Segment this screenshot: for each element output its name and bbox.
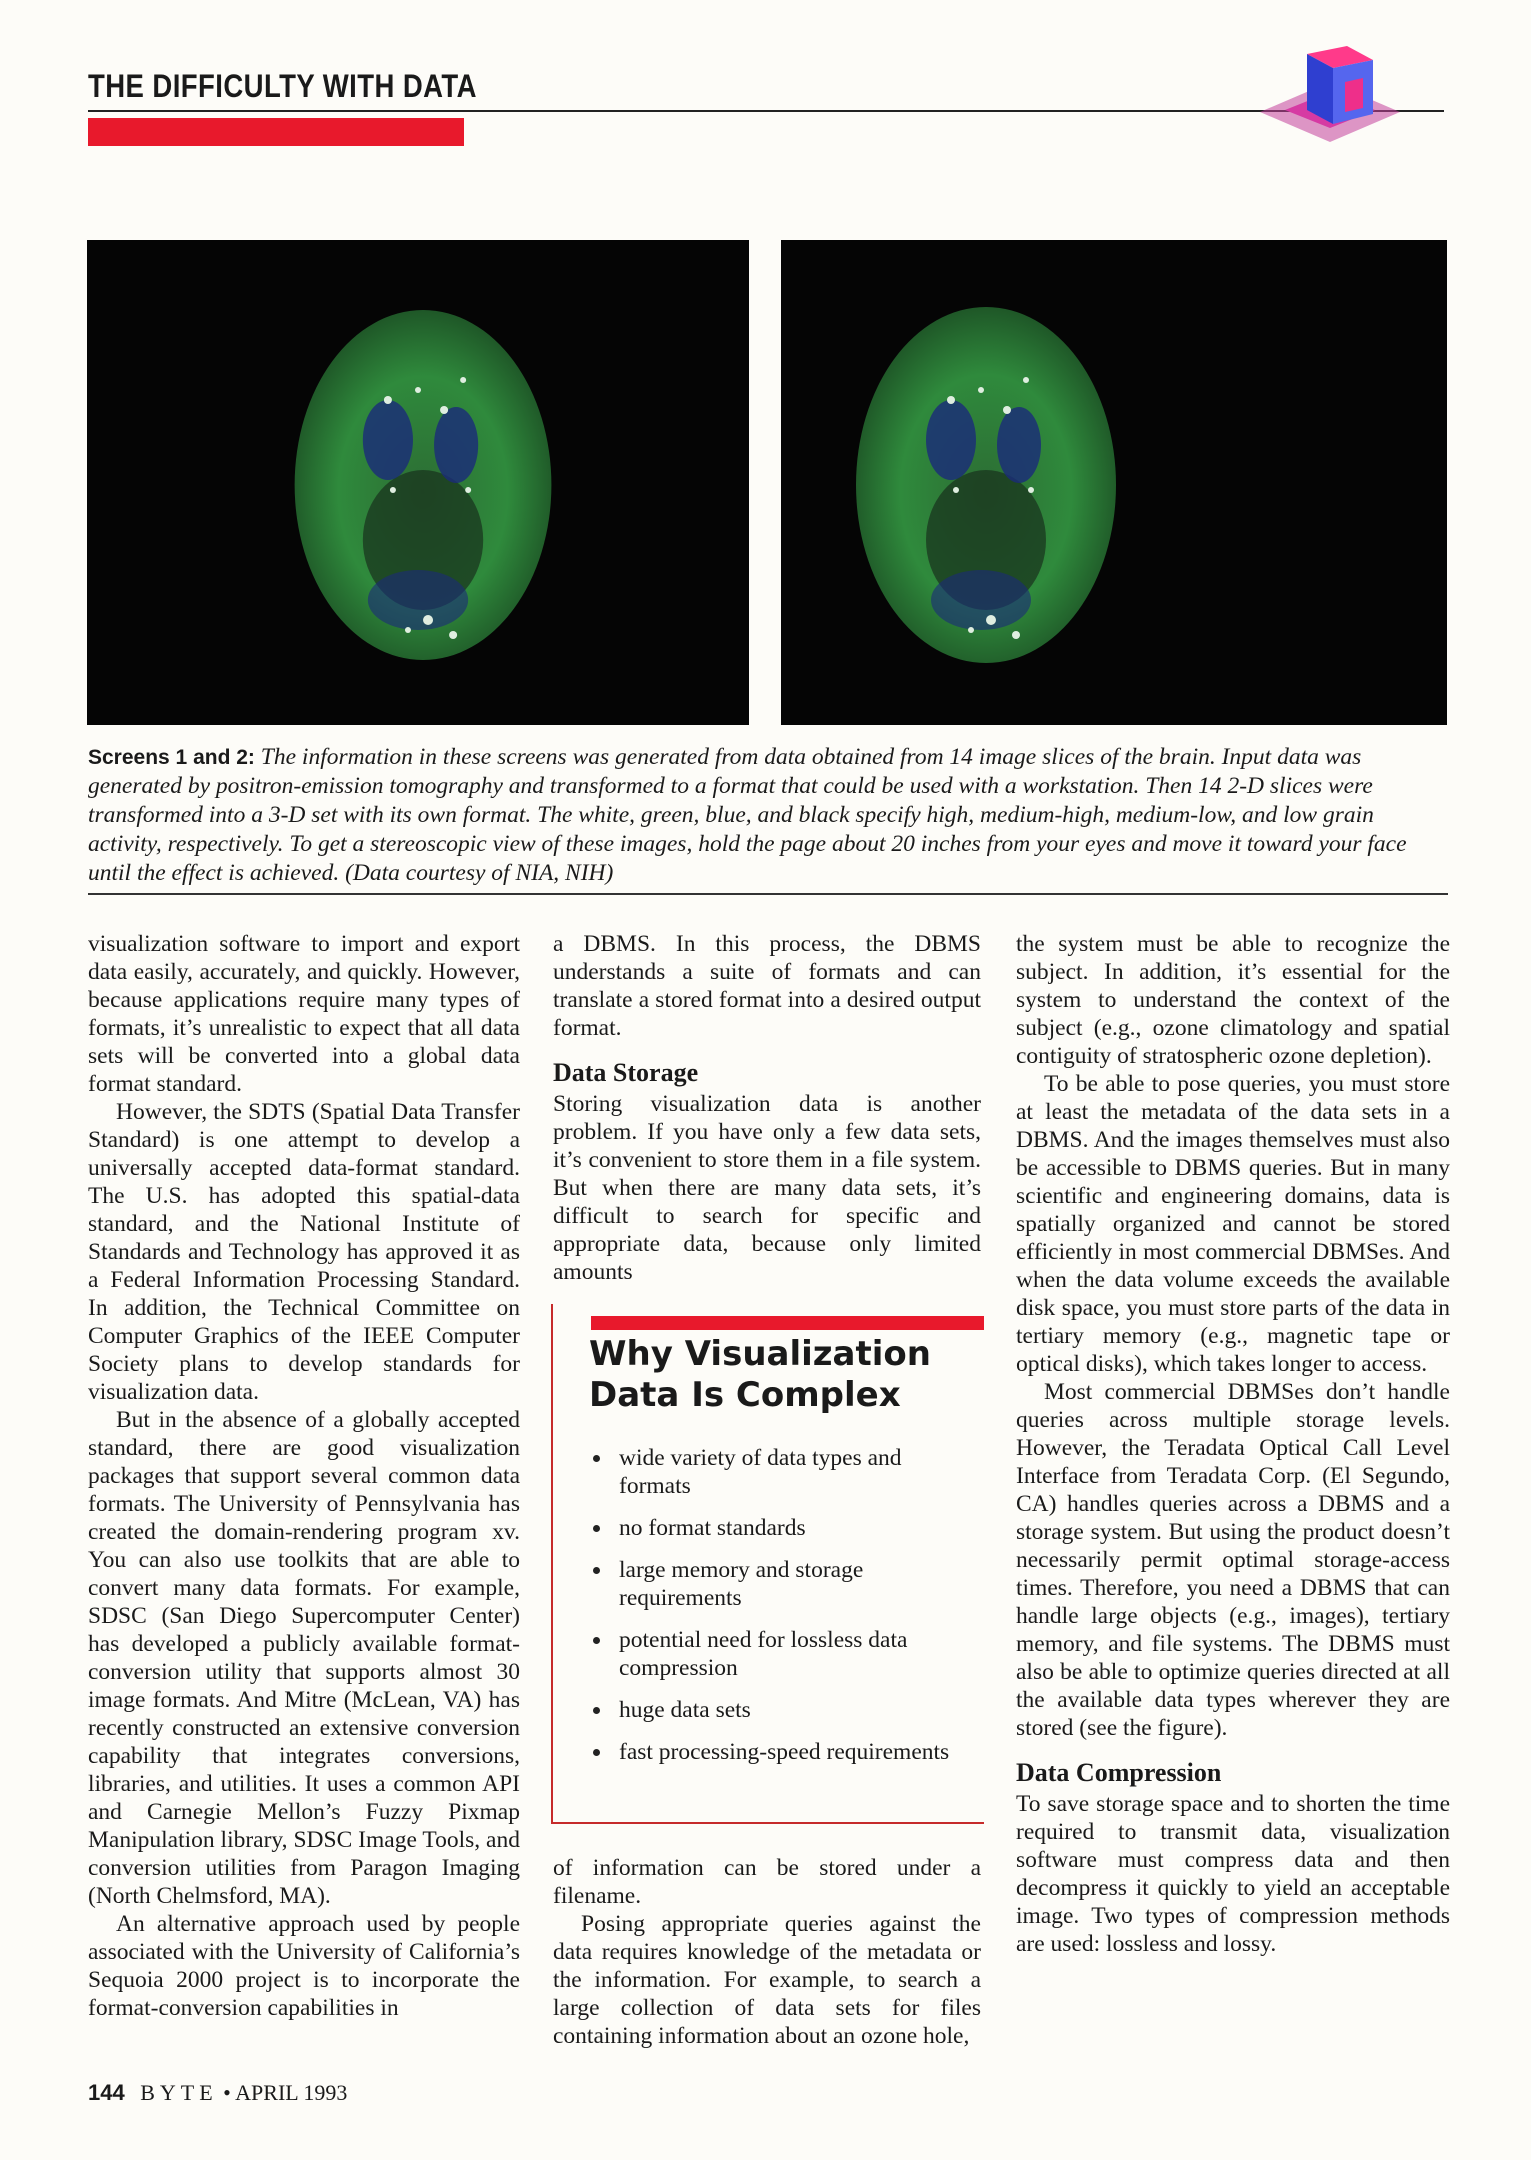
cube-logo-icon — [1255, 42, 1405, 162]
sidebar-accent-bar — [591, 1316, 984, 1330]
caption-rule — [88, 893, 1448, 895]
col2-paragraph-4: Posing appropriate queries against the data requires knowledge of the metadata or the information. For example, to search a large collection of data sets for files containing information about an ozone hole, — [553, 1911, 981, 2049]
col3-paragraph-3: Most commercial DBMSes don’t handle queries across multiple storage levels. However, the Teradata Optical Call Level Interface from Teradata Corp. (El Segundo, CA) handles queries across a DBMS and a storage system. But using the product doesn’t necessarily permit optimal storage-access times. Therefore, you need a DBMS that can handle large objects (e.g., images), tertiary memory, and file systems. The DBMS must also be able to optimize queries directed at all the available data types wherever they are stored (see the figure). — [1016, 1379, 1450, 1741]
list-item: large memory and storage requirements — [583, 1556, 973, 1612]
list-item: huge data sets — [583, 1696, 973, 1724]
section-title: THE DIFFICULTY WITH DATA — [88, 68, 477, 104]
col2-paragraph-3: of information can be stored under a filename. — [553, 1855, 981, 1909]
article-column-3 — [1016, 930, 1450, 1958]
page-footer — [88, 2080, 347, 2106]
col1-paragraph-4: An alternative approach used by people associated with the University of California’s Sequoia 2000 project is to incorporate the format-conversion capabilities in — [88, 1911, 520, 2021]
heading-data-compression: Data Compression — [1016, 1758, 1222, 1787]
article-column-2-top — [553, 930, 981, 1286]
col1-paragraph-3: But in the absence of a globally accepted standard, there are good visualization packages that support several common data formats. The University of Pennsylvania has created the domain-rendering program xv. You can also use toolkits that are able to convert many data formats. For example, SDSC (San Diego Supercomputer Center) has developed a publicly available format-conversion utility that supports almost 30 image formats. And Mitre (McLean, VA) has recently constructed an extensive conversion capability that integrates conversions, libraries, and utilities. It uses a common API and Carnegie Mellon’s Fuzzy Pixmap Manipulation library, SDSC Image Tools, and conversion utilities from Paragon Imaging (North Chelmsford, MA). — [88, 1407, 520, 1909]
header-rule — [88, 110, 1444, 112]
col3-paragraph-4: To save storage space and to shorten the time required to transmit data, visualization software must compress data and then decompress it quickly to yield an acceptable image. Two types of compression methods are used: lossless and lossy. — [1016, 1791, 1450, 1957]
list-item: wide variety of data types and formats — [583, 1444, 973, 1500]
col1-paragraph-2: However, the SDTS (Spatial Data Transfer Standard) is one attempt to develop a universally accepted data-format standard. The U.S. has adopted this spatial-data standard, and the National Institute of Standards and Technology has approved it as a Federal Information Processing Standard. In addition, the Technical Committee on Computer Graphics of the IEEE Computer Society plans to develop standards for visualization data. — [88, 1099, 520, 1405]
sidebar-title: Why Visualization Data Is Complex — [589, 1334, 931, 1415]
col2-paragraph-2: Storing visualization data is another problem. If you have only a few data sets, it’s convenient to store them in a file system. But when there are many data sets, it’s difficult to search for specific and appropriate data, because only limited amounts — [553, 1091, 981, 1285]
sidebar-box — [551, 1304, 984, 1824]
magazine-name: BYTE — [140, 2080, 218, 2105]
figure-caption — [88, 743, 1448, 888]
article-column-1 — [88, 930, 520, 2022]
sidebar-list — [583, 1444, 973, 1780]
col3-paragraph-1: the system must be able to recognize the subject. In addition, it’s essential for the system to understand the context of the subject (e.g., ozone climatology and spatial contiguity of stratospheric ozone depletion). — [1016, 931, 1450, 1069]
col2-paragraph-1: a DBMS. In this process, the DBMS understands a suite of formats and can translate a stored format into a desired output format. — [553, 931, 981, 1041]
issue-date: APRIL 1993 — [235, 2080, 348, 2105]
col3-paragraph-2: To be able to pose queries, you must store at least the metadata of the data sets in a DBMS. And the images themselves must also be accessible to DBMS queries. But in many scientific and engineering domains, data is spatially organized and cannot be stored efficiently in most commercial DBMSes. And when the data volume exceeds the available disk space, you must store parts of the data in tertiary memory (e.g., magnetic tape or optical disks), which takes longer to access. — [1016, 1071, 1450, 1377]
col1-paragraph-1: visualization software to import and export data easily, accurately, and quickly. However, because applications require many types of formats, it’s unrealistic to expect that all data sets will be converted into a global data format standard. — [88, 931, 520, 1097]
list-item: potential need for lossless data compression — [583, 1626, 973, 1682]
footer-separator: • — [223, 2080, 231, 2105]
brain-scan-image-left — [87, 240, 749, 725]
list-item: no format standards — [583, 1514, 973, 1542]
heading-data-storage: Data Storage — [553, 1058, 699, 1087]
brain-scan-image-right — [781, 240, 1447, 725]
article-column-2-bottom — [553, 1854, 981, 2050]
caption-label: Screens 1 and 2: — [88, 746, 255, 769]
list-item: fast processing-speed requirements — [583, 1738, 973, 1766]
caption-text: The information in these screens was generated from data obtained from 14 image slices of the brain. Input data was generated by positron-emission tomography and transformed to a format that could be used with a workstation. Then 14 2-D slices were transformed into a 3-D set with its own format. The white, green, blue, and black specify high, medium-high, medium-low, and low grain activity, respectively. To get a stereoscopic view of these images, hold the page about 20 inches from your eyes and move it toward your face until the effect is achieved. (Data courtesy of NIA, NIH) — [88, 744, 1407, 886]
page-number: 144 — [88, 2080, 125, 2105]
header-accent-bar — [88, 118, 464, 146]
